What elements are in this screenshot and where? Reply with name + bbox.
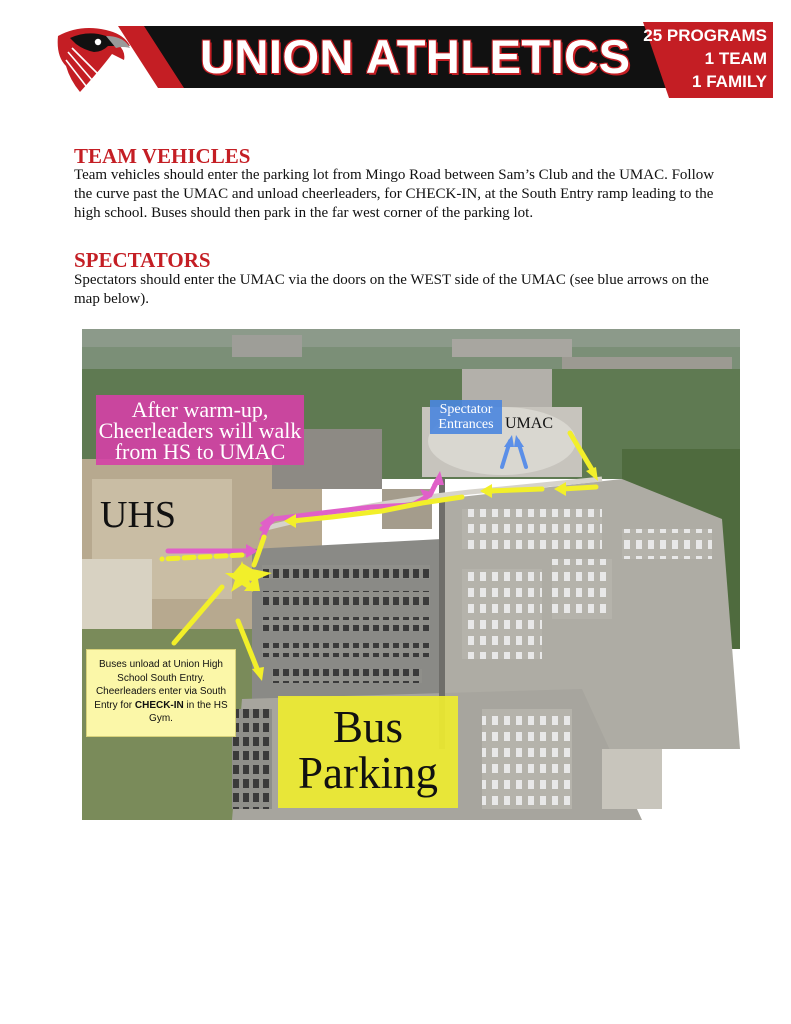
- tagline-line-3: 1 FAMILY: [692, 72, 767, 91]
- spectators-heading: SPECTATORS: [74, 248, 211, 272]
- spectator-entrances-line-1: Spectator: [439, 402, 493, 417]
- check-in-emphasis: CHECK-IN: [134, 699, 184, 711]
- team-vehicles-heading: TEAM VEHICLES: [74, 144, 251, 168]
- bus-unload-note: [86, 649, 236, 737]
- team-vehicles-body: Team vehicles should enter the parking lot from Mingo Road between Sam’s Club and the UMAC. Follow the curve past the UMAC and unload cheerleaders, for CHECK-IN, at the South Entry ramp leading to the high school. Buses should then park in the far west corner of the parking lot.: [74, 167, 715, 221]
- uhs-label: UHS: [100, 494, 177, 536]
- aerial-map: [82, 329, 740, 820]
- bus-unload-note-tail: in the HS Gym.: [149, 699, 228, 724]
- tagline: [643, 24, 767, 93]
- umac-label: UMAC: [505, 415, 554, 432]
- walk-route-label: [96, 395, 304, 465]
- bus-unload-note-text: Buses unload at Union High School South Entry. Cheerleaders enter via South Entry for: [94, 659, 227, 711]
- tagline-box: [621, 22, 773, 98]
- header-banner: [18, 22, 773, 98]
- bus-parking-label: [278, 696, 458, 808]
- walk-route-label-line-2: Cheerleaders will walk: [98, 418, 302, 443]
- spectator-entrances-label: [430, 400, 502, 434]
- spectators-body: Spectators should enter the UMAC via the doors on the WEST side of the UMAC (see blue arrows on the map below).: [74, 272, 709, 307]
- bus-parking-line-2: Parking: [298, 748, 438, 798]
- spectator-entrances-line-2: Entrances: [438, 417, 494, 432]
- bus-parking-line-1: Bus: [332, 702, 404, 752]
- banner-title: UNION ATHLETICS: [200, 30, 631, 83]
- falcon-head-logo: [40, 22, 136, 98]
- walk-route-label-line-3: from HS to UMAC: [114, 439, 286, 464]
- tagline-line-1: 25 PROGRAMS: [643, 26, 767, 45]
- walk-route-label-line-1: After warm-up,: [131, 397, 269, 422]
- tagline-line-2: 1 TEAM: [704, 49, 767, 68]
